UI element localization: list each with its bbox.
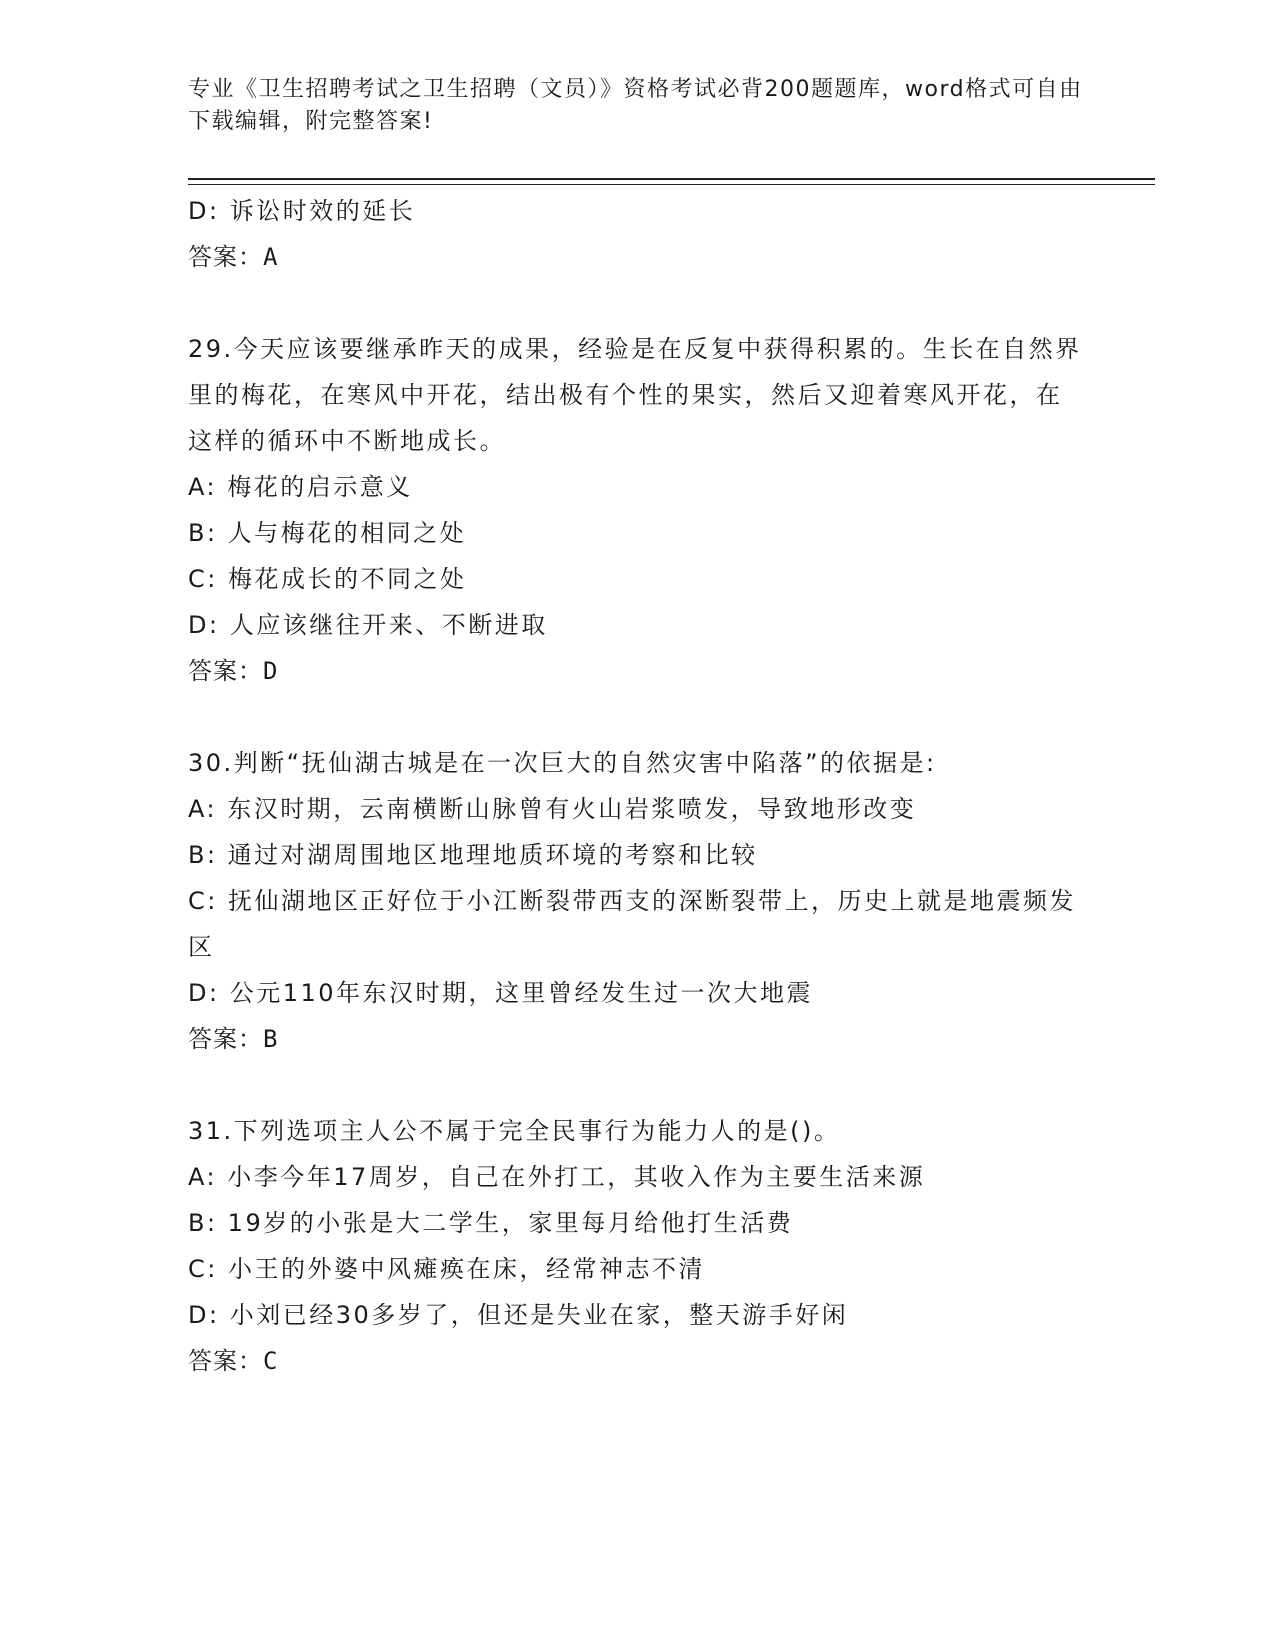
answer: 答案：D: [188, 657, 279, 685]
option-b: B: 19岁的小张是大二学生，家里每月给他打生活费: [188, 1209, 794, 1237]
answer: 答案：C: [188, 1347, 279, 1375]
option-d: D: 人应该继往开来、不断进取: [188, 611, 548, 639]
question-31: [188, 1108, 1088, 1384]
option-a: A: 小李今年17周岁，自己在外打工，其收入作为主要生活来源: [188, 1163, 926, 1191]
spacer: [188, 694, 1088, 740]
question-stem: 30.判断“抚仙湖古城是在一次巨大的自然灾害中陷落”的依据是:: [188, 749, 937, 777]
option-b: B: 人与梅花的相同之处: [188, 519, 467, 547]
question-stem: 31.下列选项主人公不属于完全民事行为能力人的是()。: [188, 1117, 841, 1145]
option-d: D: 公元110年东汉时期，这里曾经发生过一次大地震: [188, 979, 814, 1007]
option-c: C: 小王的外婆中风瘫痪在床，经常神志不清: [188, 1255, 705, 1283]
option-c: C: 抚仙湖地区正好位于小江断裂带西支的深断裂带上，历史上就是地震频发区: [188, 887, 1076, 961]
prev-option-d: D: 诉讼时效的延长: [188, 197, 416, 225]
document-body: [188, 188, 1088, 1384]
header-divider: [188, 178, 1155, 185]
option-b: B: 通过对湖周围地区地理地质环境的考察和比较: [188, 841, 758, 869]
option-a: A: 东汉时期，云南横断山脉曾有火山岩浆喷发，导致地形改变: [188, 795, 917, 823]
option-c: C: 梅花成长的不同之处: [188, 565, 467, 593]
spacer: [188, 280, 1088, 326]
spacer: [188, 1062, 1088, 1108]
prev-answer: 答案：A: [188, 243, 279, 271]
page-header: 专业《卫生招聘考试之卫生招聘（文员）》资格考试必背200题题库，word格式可自由下载编辑，附完整答案!: [188, 77, 1083, 134]
question-stem: 29.今天应该要继承昨天的成果，经验是在反复中获得积累的。生长在自然界里的梅花，在寒风中开花，结出极有个性的果实，然后又迎着寒风开花，在这样的循环中不断地成长。: [188, 335, 1082, 455]
question-30: [188, 740, 1088, 1062]
answer: 答案：B: [188, 1025, 279, 1053]
option-d: D: 小刘已经30多岁了，但还是失业在家，整天游手好闲: [188, 1301, 849, 1329]
option-a: A: 梅花的启示意义: [188, 473, 413, 501]
question-29: [188, 326, 1088, 694]
